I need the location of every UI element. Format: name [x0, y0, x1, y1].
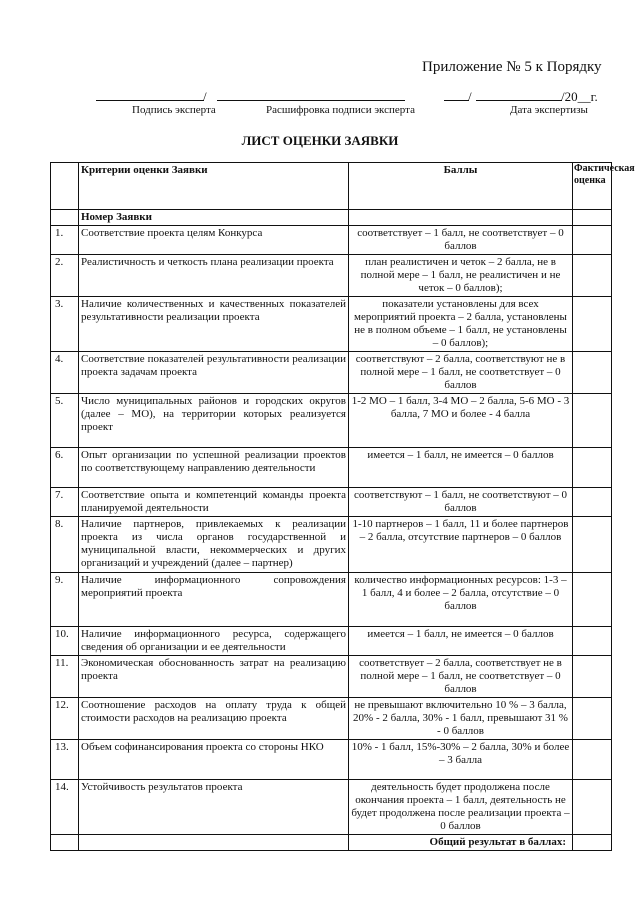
table-row	[51, 780, 612, 835]
total-score-cell[interactable]	[573, 835, 612, 851]
fact-score-cell[interactable]	[573, 698, 612, 740]
criterion-text: Соответствие проекта целям Конкурса	[79, 226, 349, 255]
row-number: 8.	[51, 517, 79, 573]
decoding-caption: Расшифровка подписи эксперта	[266, 104, 415, 116]
fact-score-cell[interactable]	[573, 297, 612, 352]
evaluation-table	[50, 162, 635, 851]
date-slash: /	[468, 89, 472, 104]
fact-score-cell[interactable]	[573, 448, 612, 488]
fact-score-cell[interactable]	[573, 627, 612, 656]
total-row	[51, 835, 612, 851]
application-number-row	[51, 210, 612, 226]
fact-score-cell[interactable]	[573, 740, 612, 780]
criterion-text: Наличие количественных и качественных показателей результативности реализации проекта	[79, 297, 349, 352]
criterion-text: Соотношение расходов на оплату труда к общей стоимости расходов на реализацию проекта	[79, 698, 349, 740]
row-number: 7.	[51, 488, 79, 517]
fact-score-cell[interactable]	[573, 255, 612, 297]
header-points: Баллы	[349, 163, 573, 210]
row-number: 12.	[51, 698, 79, 740]
row-number: 3.	[51, 297, 79, 352]
fact-score-cell[interactable]	[573, 352, 612, 394]
row-number: 9.	[51, 573, 79, 627]
row-number: 14.	[51, 780, 79, 835]
points-text: имеется – 1 балл, не имеется – 0 баллов	[349, 448, 573, 488]
row-number: 5.	[51, 394, 79, 448]
criterion-text: Экономическая обоснованность затрат на реализацию проекта	[79, 656, 349, 698]
points-text: 1-10 партнеров – 1 балл, 11 и более партнеров – 2 балла, отсутствие партнеров – 0 баллов	[349, 517, 573, 573]
points-text: соответствуют – 2 балла, соответствуют не в полной мере – 1 балл, не соответствует – 0 баллов	[349, 352, 573, 394]
table-row	[51, 517, 612, 573]
table-header-row	[51, 163, 612, 210]
points-text: показатели установлены для всех мероприятий проекта – 2 балла, установлены не в полном объеме – 1 балл, не установлены – 0 баллов);	[349, 297, 573, 352]
criterion-text: Опыт организации по успешной реализации проектов по соответствующему направлению деятельности	[79, 448, 349, 488]
criterion-text: Наличие информационного сопровождения мероприятий проекта	[79, 573, 349, 627]
date-month-line	[476, 100, 562, 101]
points-text: имеется – 1 балл, не имеется – 0 баллов	[349, 627, 573, 656]
signature-slash: /	[203, 89, 207, 104]
criterion-text: Наличие партнеров, привлекаемых к реализации проекта из числа органов государственной и муниципальной власти, некоммерческих и других организаций и учреждений (далее – партнер)	[79, 517, 349, 573]
decoding-line	[217, 100, 405, 101]
points-text: количество информационных ресурсов: 1-3 – 1 балл, 4 и более – 2 балла, отсутствие – 0 баллов	[349, 573, 573, 627]
criterion-text: Реалистичность и четкость плана реализации проекта	[79, 255, 349, 297]
date-caption: Дата экспертизы	[510, 104, 588, 116]
points-text: соответствует – 1 балл, не соответствует – 0 баллов	[349, 226, 573, 255]
table-row	[51, 656, 612, 698]
document-title: ЛИСТ ОЦЕНКИ ЗАЯВКИ	[241, 133, 399, 148]
signature-line	[96, 100, 204, 101]
row-number: 11.	[51, 656, 79, 698]
table-row	[51, 226, 612, 255]
criterion-text: Соответствие показателей результативности реализации проекта задачам проекта	[79, 352, 349, 394]
fact-score-cell[interactable]	[573, 226, 612, 255]
criterion-text: Соответствие опыта и компетенций команды проекта планируемой деятельности	[79, 488, 349, 517]
points-text: соответствуют – 1 балл, не соответствуют – 0 баллов	[349, 488, 573, 517]
fact-score-cell[interactable]	[573, 517, 612, 573]
points-text: 10% - 1 балл, 15%-30% – 2 балла, 30% и более – 3 балла	[349, 740, 573, 780]
header-criteria: Критерии оценки Заявки	[79, 163, 349, 210]
application-number-value[interactable]	[349, 210, 573, 226]
appendix-label: Приложение № 5 к Порядку	[422, 59, 602, 75]
table-row	[51, 488, 612, 517]
points-text: план реалистичен и четок – 2 балла, не в полной мере – 1 балл, не реалистичен и не четок – 0 баллов);	[349, 255, 573, 297]
fact-score-cell[interactable]	[573, 488, 612, 517]
fact-score-cell[interactable]	[573, 656, 612, 698]
points-text: не превышают включительно 10 % – 3 балла, 20% - 2 балла, 30% - 1 балл, превышают 31 % - 0 баллов	[349, 698, 573, 740]
row-number: 2.	[51, 255, 79, 297]
header-fact: Фактическая оценка	[573, 163, 612, 210]
signature-caption: Подпись эксперта	[132, 104, 216, 116]
table-row	[51, 448, 612, 488]
fact-score-cell[interactable]	[573, 394, 612, 448]
criterion-text: Наличие информационного ресурса, содержащего сведения об организации и ее деятельности	[79, 627, 349, 656]
points-text: 1-2 МО – 1 балл, 3-4 МО – 2 балла, 5-6 МО - 3 балла, 7 МО и более - 4 балла	[349, 394, 573, 448]
total-label: Общий результат в баллах:	[349, 835, 573, 851]
table-row	[51, 352, 612, 394]
fact-score-cell[interactable]	[573, 780, 612, 835]
table-row	[51, 297, 612, 352]
date-day-line	[444, 100, 469, 101]
table-row	[51, 698, 612, 740]
table-row	[51, 740, 612, 780]
row-number: 1.	[51, 226, 79, 255]
row-number: 10.	[51, 627, 79, 656]
row-number: 4.	[51, 352, 79, 394]
points-text: деятельность будет продолжена после окончания проекта – 1 балл, деятельность не будет продолжена после реализации проекта – 0 баллов	[349, 780, 573, 835]
application-number-label: Номер Заявки	[79, 210, 349, 226]
table-row	[51, 627, 612, 656]
points-text: соответствует – 2 балла, соответствует не в полной мере – 1 балл, не соответствует – 0 баллов	[349, 656, 573, 698]
row-number: 13.	[51, 740, 79, 780]
criterion-text: Число муниципальных районов и городских округов (далее – МО), на территории которых реализуется проект	[79, 394, 349, 448]
table-row	[51, 255, 612, 297]
table-row	[51, 394, 612, 448]
row-number: 6.	[51, 448, 79, 488]
fact-score-cell[interactable]	[573, 573, 612, 627]
criterion-text: Устойчивость результатов проекта	[79, 780, 349, 835]
date-year: /20__г.	[561, 89, 598, 104]
table-row	[51, 573, 612, 627]
criterion-text: Объем софинансирования проекта со стороны НКО	[79, 740, 349, 780]
header-num-cell	[51, 163, 79, 210]
